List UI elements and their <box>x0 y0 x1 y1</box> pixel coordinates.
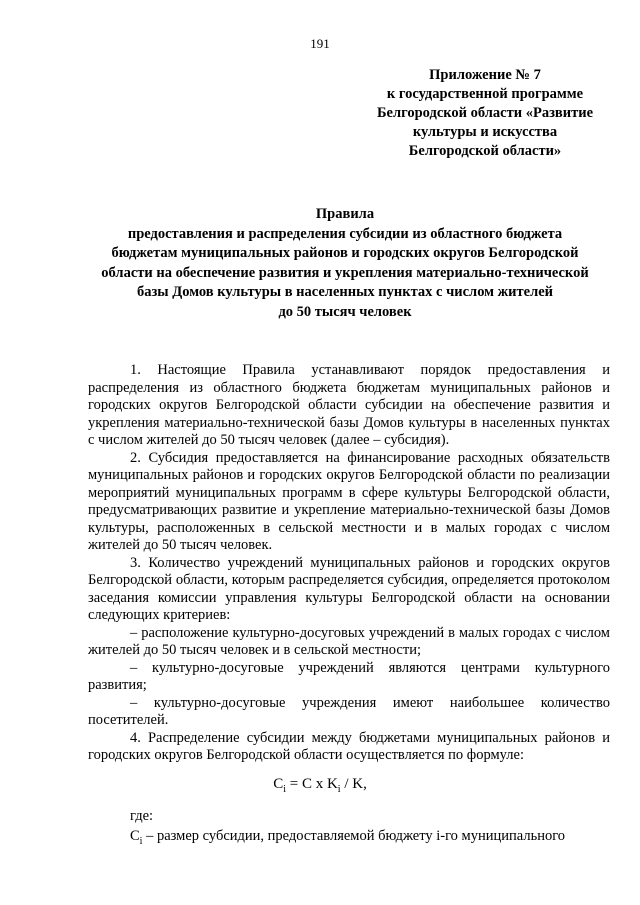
title-line: Правила <box>315 206 375 222</box>
paragraph: 4. Распределение субсидии между бюджетами муниципальных районов и городских округов Белгородской области осуществляется по формуле: <box>88 729 610 763</box>
appendix-header <box>360 66 610 161</box>
where-label: где: <box>130 808 154 824</box>
document-title <box>70 205 620 322</box>
definition-symbol-sub: i <box>139 835 143 847</box>
appendix-line: Белгородской области «Развитие <box>376 105 594 121</box>
formula-lhs: C <box>273 776 284 792</box>
paragraph: 1. Настоящие Правила устанавливают порядок предоставления и распределения из областного бюджета бюджетам муниципальных районов и городских округов Белгородской области субсидии на обеспечение развития и укрепления материально-технической базы Домов культуры в населенных пунктах с числом жителей до 50 тысяч человек (далее – субсидия). <box>88 362 610 448</box>
paragraph: 3. Количество учреждений муниципальных районов и городских округов Белгородской области, которым распределяется субсидия, определяется протоколом заседания комиссии управления культуры Белгородской области на основании следующих критериев: <box>88 554 610 623</box>
definition-paragraph <box>88 828 610 850</box>
title-line: области на обеспечение развития и укрепления материально-технической <box>101 264 589 281</box>
list-item: – расположение культурно-досуговых учреждений в малых городах с числом жителей до 50 тысяч человек и в сельской местности; <box>88 624 610 658</box>
appendix-line: Приложение № 7 <box>429 67 541 83</box>
title-line: до 50 тысяч человек <box>278 303 412 320</box>
page-number: 191 <box>310 36 330 51</box>
title-line: базы Домов культуры в населенных пунктах с числом жителей <box>136 284 554 300</box>
paragraph: 2. Субсидия предоставляется на финансирование расходных обязательств муниципальных районов и городских округов Белгородской области по реализации мероприятий муниципальных программ в сфере культуры Белгородской области, предусматривающих развитие и укрепление материально-технической базы Домов культуры, расположенных в сельской местности и в малых городах с числом жителей до 50 тысяч человек. <box>88 449 610 553</box>
appendix-line: к государственной программе <box>386 86 584 102</box>
formula-rhs: / K, <box>340 776 367 792</box>
appendix-line: культуры и искусства <box>412 124 558 140</box>
appendix-line: Белгородской области» <box>408 143 562 159</box>
list-item: – культурно-досуговые учреждения имеют наибольшее количество посетителей. <box>88 694 610 728</box>
body-text <box>88 362 610 765</box>
formula <box>0 776 640 795</box>
title-line: предоставления и распределения субсидии из областного бюджета <box>127 225 563 242</box>
formula-mid: = C x K <box>285 776 338 792</box>
list-item: – культурно-досуговые учреждений являются центрами культурного развития; <box>88 659 610 693</box>
definition-text: – размер субсидии, предоставляемой бюджету i-го муниципального <box>142 828 566 844</box>
title-line: бюджетам муниципальных районов и городских округов Белгородской <box>111 245 579 261</box>
definition-symbol: C <box>130 828 140 844</box>
formula-lhs-sub: i <box>283 784 286 795</box>
formula-mid-sub: i <box>337 784 341 795</box>
